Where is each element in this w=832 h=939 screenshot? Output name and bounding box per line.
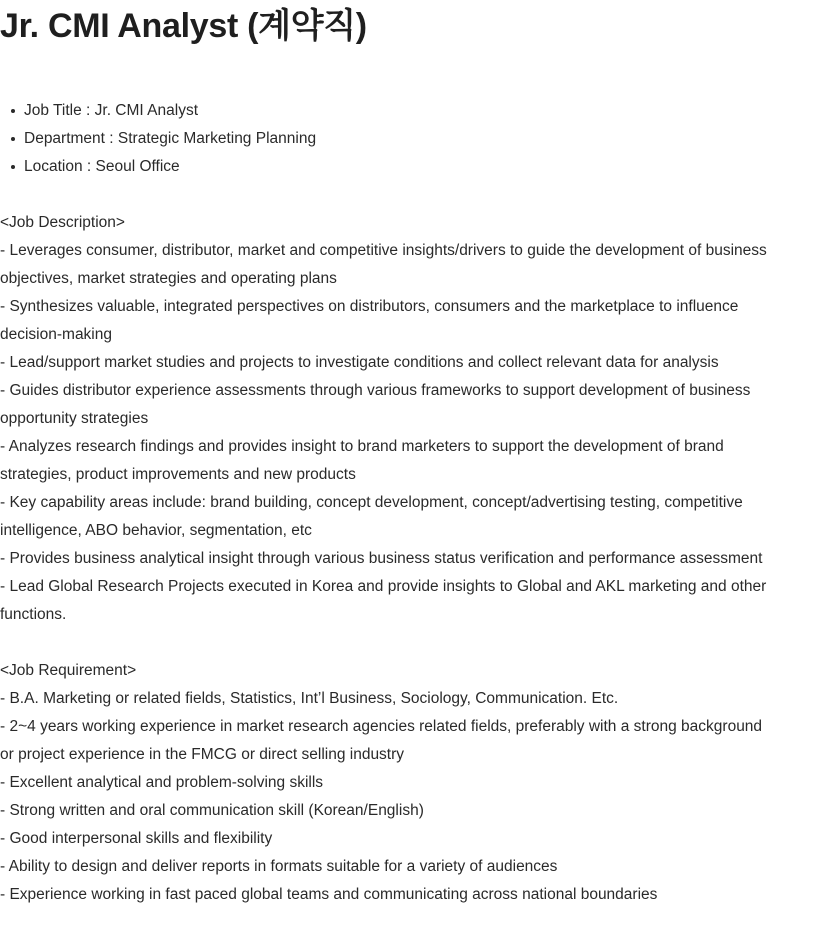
meta-item-text: Job Title : Jr. CMI Analyst (24, 102, 199, 119)
job-requirement-heading: <Job Requirement> (0, 662, 137, 679)
page-title: Jr. CMI Analyst (계약직) (0, 7, 367, 45)
job-description-item: - Key capability areas include: brand building, concept development, concept/advertising testing, competitive intelligence, ABO behavior, segmentation, etc (0, 494, 743, 539)
meta-item-job-title (0, 97, 770, 125)
job-description-item: - Guides distributor experience assessments through various frameworks to support development of business opportunity strategies (0, 382, 751, 427)
job-posting-body (0, 97, 770, 909)
job-description-item: - Synthesizes valuable, integrated perspectives on distributors, consumers and the marketplace to influence decision-making (0, 298, 739, 343)
job-requirement-item: - 2~4 years working experience in market research agencies related fields, preferably with a strong background or project experience in the FMCG or direct selling industry (0, 718, 763, 763)
job-requirement-item: - B.A. Marketing or related fields, Statistics, Int’l Business, Sociology, Communication. Etc. (0, 690, 619, 707)
job-description-item: - Lead Global Research Projects executed in Korea and provide insights to Global and AKL marketing and other functions. (0, 578, 767, 623)
bullet-icon (11, 165, 15, 169)
job-requirement-item: - Excellent analytical and problem-solving skills (0, 774, 324, 791)
blank-line (0, 629, 770, 657)
job-description-heading: <Job Description> (0, 214, 125, 231)
job-description-item: - Lead/support market studies and projects to investigate conditions and collect relevant data for analysis (0, 354, 719, 371)
job-description-item: - Provides business analytical insight through various business status verification and performance assessment (0, 550, 763, 567)
bullet-icon (11, 137, 15, 141)
job-meta-list (0, 97, 770, 181)
job-description-item: - Leverages consumer, distributor, market and competitive insights/drivers to guide the development of business objectives, market strategies and operating plans (0, 242, 767, 287)
job-requirement-item: - Good interpersonal skills and flexibility (0, 830, 273, 847)
job-requirement-item: - Strong written and oral communication skill (Korean/English) (0, 802, 424, 819)
bullet-icon (11, 109, 15, 113)
meta-item-text: Location : Seoul Office (24, 158, 180, 175)
blank-line (0, 181, 770, 209)
meta-item-location (0, 153, 770, 181)
job-requirement-item: - Ability to design and deliver reports in formats suitable for a variety of audiences (0, 858, 558, 875)
job-description-item: - Analyzes research findings and provides insight to brand marketers to support the development of brand strategies, product improvements and new products (0, 438, 724, 483)
job-requirement-item: - Experience working in fast paced global teams and communicating across national boundaries (0, 886, 658, 903)
meta-item-department (0, 125, 770, 153)
meta-item-text: Department : Strategic Marketing Planning (24, 130, 317, 147)
